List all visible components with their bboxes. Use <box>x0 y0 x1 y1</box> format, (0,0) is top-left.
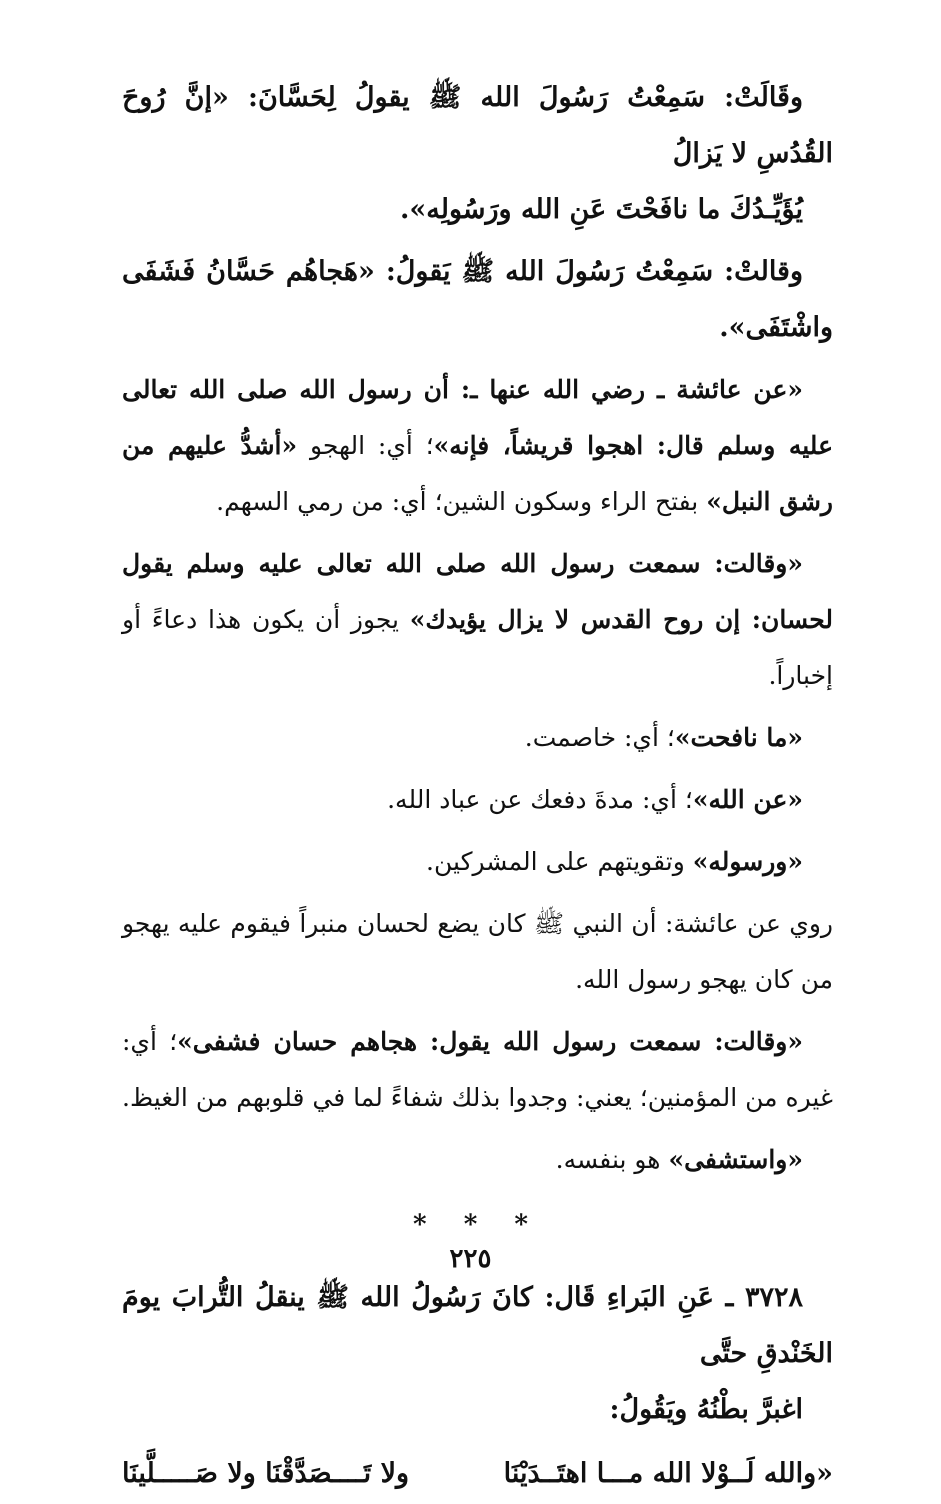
verse-first-hemistich: «والله لَــوْلا الله مـــا اهتَــدَيْنَا <box>503 1458 833 1489</box>
matn-paragraph-2 <box>122 244 833 356</box>
sharh-paragraph-7 <box>122 1014 833 1126</box>
section-separator: * * * <box>413 1210 542 1240</box>
quoted-text: «واستشفى» <box>668 1145 803 1174</box>
sharh-paragraph-6 <box>122 896 833 1008</box>
commentary-text: روي عن عائشة: أن النبي ﷺ كان يضع لحسان منبراً فيقوم عليه يهجو من كان يهجو رسول الله. <box>122 909 833 994</box>
sharh-paragraph-8 <box>122 1132 833 1188</box>
hadith-line: ٣٧٢٨ ـ عَنِ البَراءِ قَال: كانَ رَسُولُ الله ﷺ ينقلُ التُّرابَ يومَ الخَنْدقِ حتَّى <box>122 1282 833 1369</box>
commentary-text: هو بنفسه. <box>555 1145 661 1174</box>
sharh-paragraph-2 <box>122 536 833 704</box>
commentary-text: ؛ أي: غيره من المؤمنين؛ يعني: وجدوا بذلك شفاءً لما في قلوبهم من الغيظ. <box>122 1027 833 1112</box>
sharh-paragraph-3 <box>122 710 833 766</box>
commentary-text: وتقويتهم على المشركين. <box>426 847 685 876</box>
verse-second-hemistich: ولا تَــــصَدَّقْنَا ولا صَـــــلَّينَا <box>122 1458 410 1489</box>
sharh-paragraph-4 <box>122 772 833 828</box>
quoted-text: «عن عائشة ـ رضي الله عنها ـ: أن رسول الله صلى الله تعالى عليه وسلم قال: اهجوا قريشاً، فإنه» <box>122 375 833 460</box>
quoted-text: «أشدُّ عليهم من رشق النبل» <box>122 431 833 516</box>
commentary-text: ؛ أي: خاصمت. <box>524 723 675 752</box>
sharh-paragraph-1 <box>122 362 833 530</box>
commentary-text: ؛ أي: مدةَ دفعك عن عباد الله. <box>387 785 693 814</box>
matn-line: وقَالَتْ: سَمِعْتُ رَسُولَ الله ﷺ يقولُ لِحَسَّانَ: «إنَّ رُوحَ القُدُسِ لا يَزالُ <box>122 82 833 169</box>
commentary-text: يجوز أن يكون هذا دعاءً أو إخباراً. <box>122 605 833 690</box>
quoted-text: «عن الله» <box>692 785 803 814</box>
commentary-text: ؛ أي: الهجو <box>309 431 434 460</box>
matn-line: وقالتْ: سَمِعْتُ رَسُولَ الله ﷺ يَقولُ: «هَجاهُم حَسَّانُ فَشَفَى واشْتَفَى». <box>122 256 833 343</box>
quoted-text: «ما نافحت» <box>674 723 803 752</box>
quoted-text: «وقالت: سمعت رسول الله يقول: هجاهم حسان فشفى» <box>177 1027 803 1056</box>
quoted-text: «ورسوله» <box>692 847 803 876</box>
matn-paragraph-1 <box>122 70 833 238</box>
commentary-text: بفتح الراء وسكون الشين؛ أي: من رمي السهم. <box>216 487 699 516</box>
quoted-text: «وقالت: سمعت رسول الله صلى الله تعالى عليه وسلم يقول لحسان: إن روح القدس لا يزال يؤيدك» <box>122 549 833 634</box>
page-number: ٢٢٥ <box>449 1244 492 1274</box>
hadith-paragraph <box>122 1270 833 1438</box>
hadith-line: اغبرَّ بطْنُهُ ويَقُولُ: <box>609 1394 803 1425</box>
sharh-paragraph-5 <box>122 834 833 890</box>
matn-line: يُؤَيِّـدُكَ ما نافَحْتَ عَنِ الله ورَسُولِه». <box>399 194 803 225</box>
poem-verse <box>122 1444 833 1504</box>
